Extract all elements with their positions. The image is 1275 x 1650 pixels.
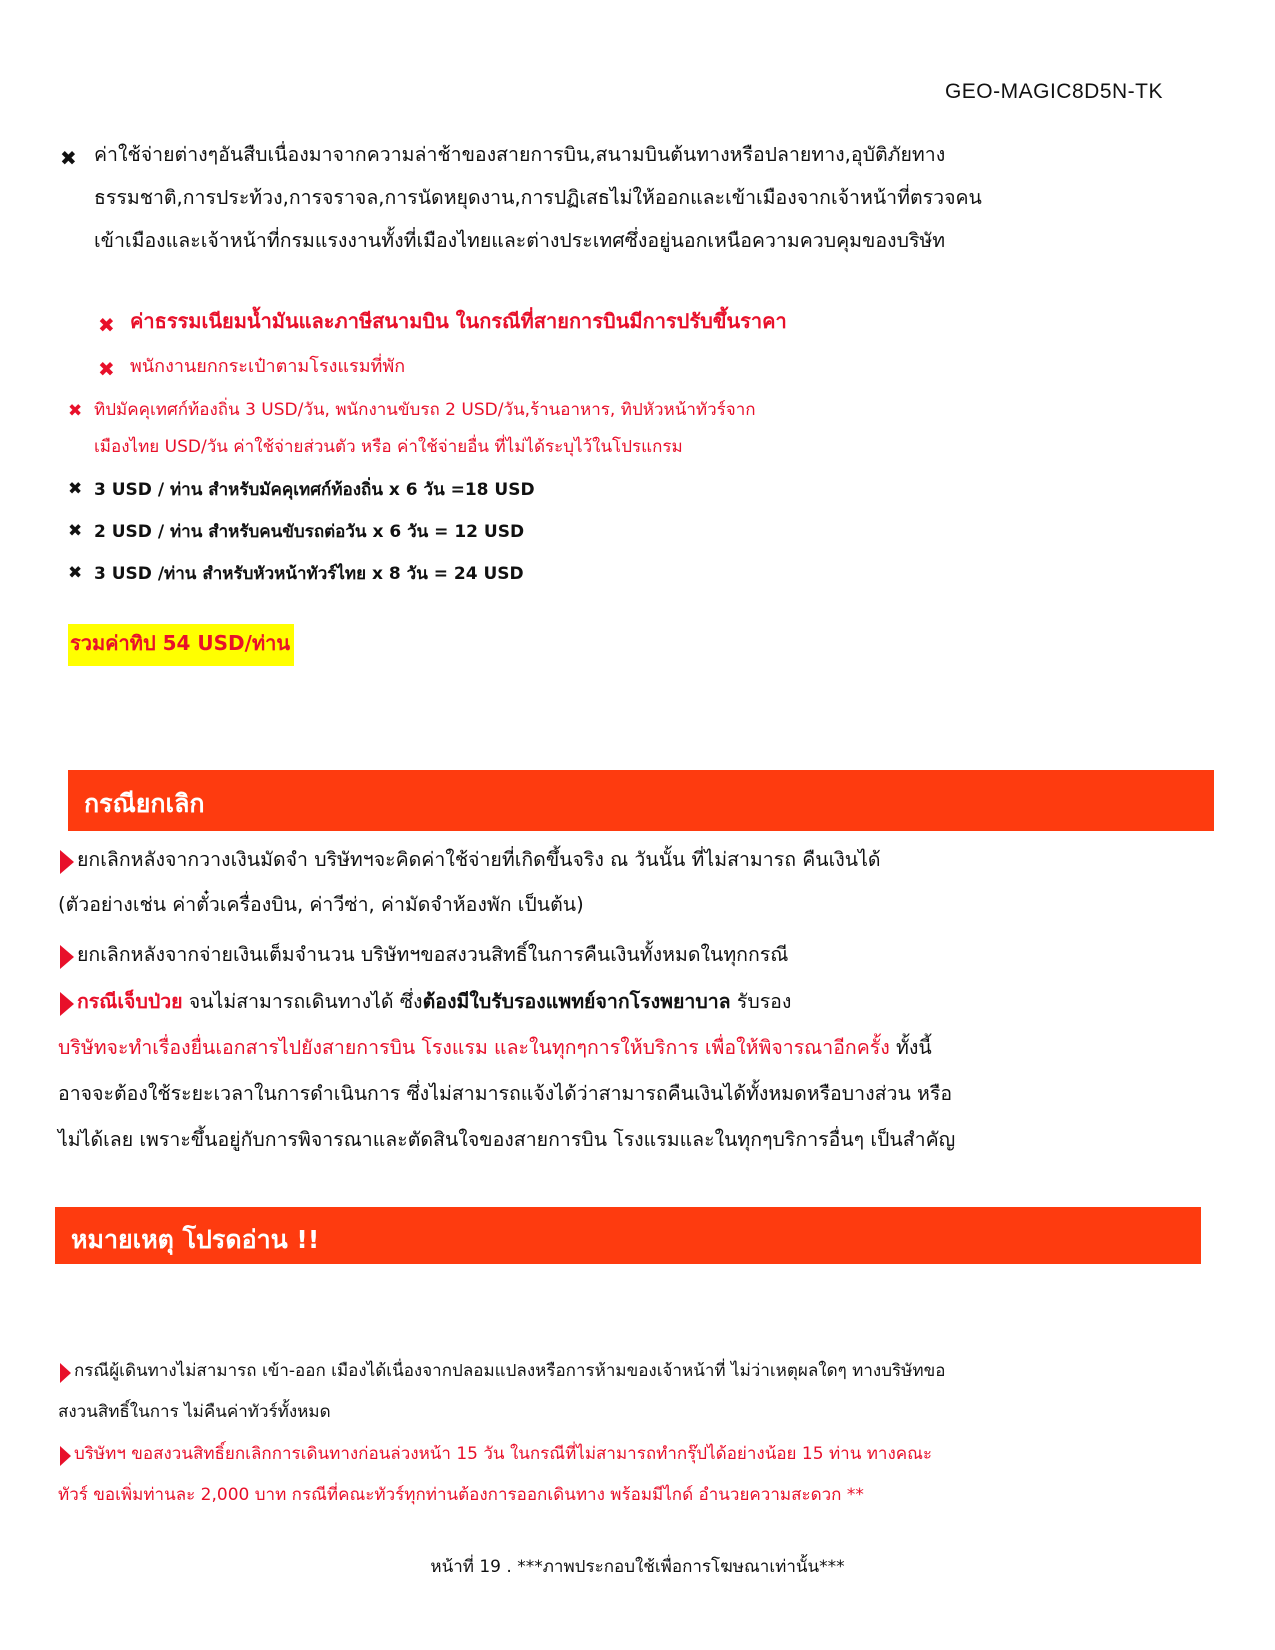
triangle-right-icon — [60, 1363, 71, 1383]
x-mark-icon: ✖ — [68, 479, 83, 499]
illness-mid: จนไม่สามารถเดินทางได้ ซึ่ง — [182, 990, 423, 1013]
cancellation-text: (ตัวอย่างเช่น ค่าตั๋วเครื่องบิน, ค่าวีซ่า, ค่ามัดจำห้องพัก เป็นต้น) — [58, 893, 584, 916]
exclusion-porter: พนักงานยกกระเป๋าตามโรงแรมที่พัก — [130, 356, 406, 377]
exclusion-tips-line: ทิปมัคคุเทศก์ท้องถิ่น 3 USD/วัน, พนักงานขับรถ 2 USD/วัน,ร้านอาหาร, ทิปหัวหน้าทัวร์จาก — [94, 400, 756, 420]
notes-heading: หมายเหตุ โปรดอ่าน !! — [71, 1225, 320, 1254]
illness-tail: ทั้งนี้ — [889, 1036, 932, 1059]
x-mark-icon: ✖ — [60, 146, 77, 170]
cancellation-text: ไม่ได้เลย เพราะขึ้นอยู่กับการพิจารณาและตัดสินใจของสายการบิน โรงแรมและในทุกๆบริการอื่นๆ เป็นสำคัญ — [58, 1128, 956, 1151]
illness-end: รับรอง — [730, 990, 792, 1013]
illness-clause — [77, 990, 791, 1013]
exclusion-item-line: ธรรมชาติ,การประท้วง,การจราจล,การนัดหยุดงาน,การปฏิเสธไม่ให้ออกและเข้าเมืองจากเจ้าหน้าที่ตรวจคน — [94, 186, 982, 209]
medical-certificate: ต้องมีใบรับรองแพทย์จากโรงพยาบาล — [422, 990, 731, 1013]
x-mark-icon: ✖ — [68, 563, 83, 583]
cancellation-text: ยกเลิกหลังจากจ่ายเงินเต็มจำนวน บริษัทฯขอสงวนสิทธิ์ในการคืนเงินทั้งหมดในทุกกรณี — [77, 943, 789, 966]
illness-red-text: บริษัทจะทำเรื่องยื่นเอกสารไปยังสายการบิน โรงแรม และในทุกๆการให้บริการ เพื่อให้พิจารณาอีกครั้ง — [58, 1036, 890, 1059]
tip-line: 3 USD /ท่าน สำหรับหัวหน้าทัวร์ไทย x 8 วัน = 24 USD — [94, 564, 524, 584]
notes-heading-band — [55, 1207, 1201, 1264]
triangle-right-icon — [60, 850, 74, 874]
note-text: ทัวร์ ขอเพิ่มท่านละ 2,000 บาท กรณีที่คณะทัวร์ทุกท่านต้องการออกเดินทาง พร้อมมีไกด์ อำนวยความสะดวก ** — [58, 1485, 864, 1505]
exclusion-fuel-tax: ค่าธรรมเนียมน้ำมันและภาษีสนามบิน ในกรณีที่สายการบินมีการปรับขึ้นราคา — [130, 309, 787, 333]
note-text: บริษัทฯ ขอสงวนสิทธิ์ยกเลิกการเดินทางก่อนล่วงหน้า 15 วัน ในกรณีที่ไม่สามารถทำกรุ๊ปได้อย่างน้อย 15 ท่าน ทางคณะ — [74, 1444, 933, 1464]
exclusion-tips-line: เมืองไทย USD/วัน ค่าใช้จ่ายส่วนตัว หรือ ค่าใช้จ่ายอื่น ที่ไม่ได้ระบุไว้ในโปรแกรม — [94, 437, 683, 457]
triangle-right-icon — [60, 992, 74, 1016]
exclusion-item-line: ค่าใช้จ่ายต่างๆอันสืบเนื่องมาจากความล่าช้าของสายการบิน,สนามบินต้นทางหรือปลายทาง,อุบัติภัยทาง — [94, 143, 946, 166]
cancellation-heading-band — [68, 770, 1214, 831]
x-mark-icon: ✖ — [98, 313, 115, 337]
document-code: GEO-MAGIC8D5N-TK — [944, 80, 1163, 103]
triangle-right-icon — [60, 1446, 71, 1466]
note-text: กรณีผู้เดินทางไม่สามารถ เข้า-ออก เมืองได้เนื่องจากปลอมแปลงหรือการห้ามของเจ้าหน้าที่ ไม่ว่าเหตุผลใดๆ ทางบริษัทขอ — [74, 1361, 946, 1381]
cancellation-text: ยกเลิกหลังจากวางเงินมัดจำ บริษัทฯจะคิดค่าใช้จ่ายที่เกิดขึ้นจริง ณ วันนั้น ที่ไม่สามารถ คืนเงินได้ — [77, 848, 881, 871]
x-mark-icon: ✖ — [68, 521, 83, 541]
illness-lead: กรณีเจ็บป่วย — [77, 990, 183, 1013]
exclusion-item-line: เข้าเมืองและเจ้าหน้าที่กรมแรงงานทั้งที่เมืองไทยและต่างประเทศซึ่งอยู่นอกเหนือความควบคุมของบริษัท — [94, 229, 946, 252]
x-mark-icon: ✖ — [68, 401, 83, 421]
note-text: สงวนสิทธิ์ในการ ไม่คืนค่าทัวร์ทั้งหมด — [58, 1402, 331, 1422]
x-mark-icon: ✖ — [98, 357, 115, 381]
tip-total-highlight: รวมค่าทิป 54 USD/ท่าน — [68, 624, 294, 666]
tip-line: 3 USD / ท่าน สำหรับมัคคุเทศก์ท้องถิ่น x 6 วัน =18 USD — [94, 480, 535, 500]
cancellation-text: อาจจะต้องใช้ระยะเวลาในการดำเนินการ ซึ่งไม่สามารถแจ้งได้ว่าสามารถคืนเงินได้ทั้งหมดหรือบางส่วน หรือ — [58, 1082, 953, 1105]
triangle-right-icon — [60, 945, 74, 969]
cancellation-heading: กรณียกเลิก — [84, 789, 205, 818]
tip-line: 2 USD / ท่าน สำหรับคนขับรถต่อวัน x 6 วัน = 12 USD — [94, 522, 525, 542]
illness-clause-cont — [58, 1036, 932, 1059]
page-footer: หน้าที่ 19 . ***ภาพประกอบใช้เพื่อการโฆษณาเท่านั้น*** — [430, 1557, 845, 1577]
